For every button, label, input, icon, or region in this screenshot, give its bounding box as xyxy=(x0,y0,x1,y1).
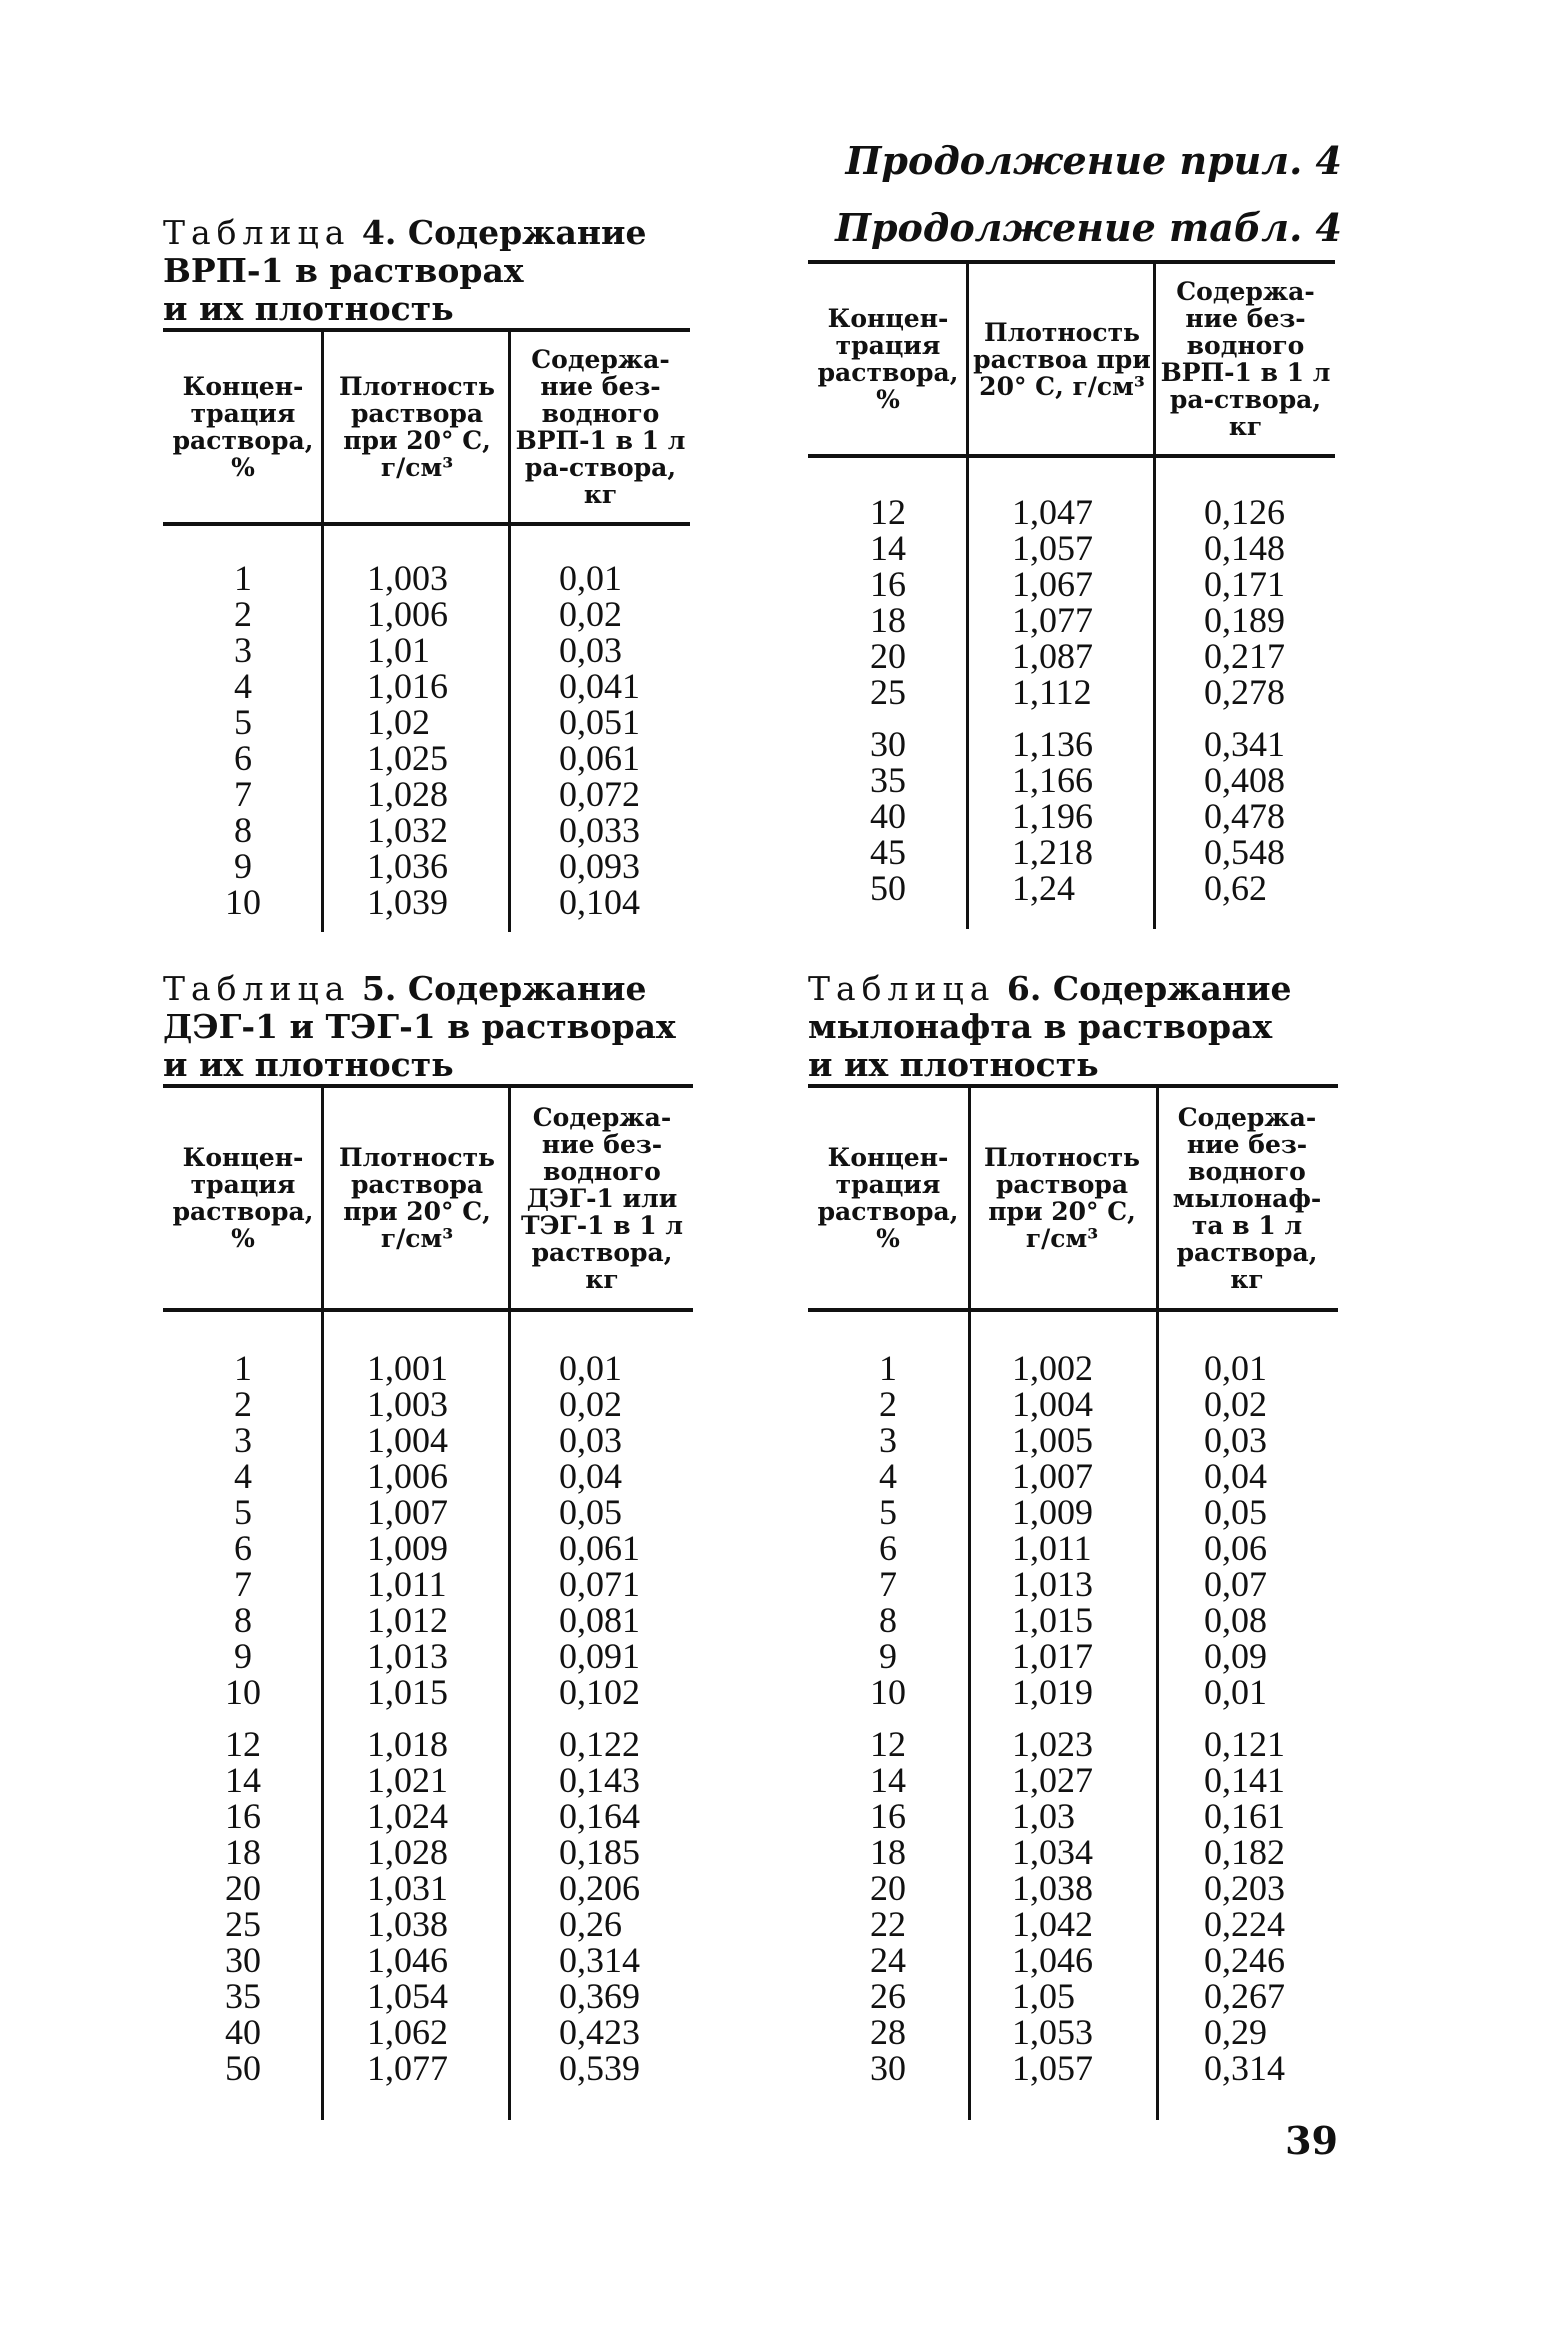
table-cell: 1,067 xyxy=(1012,564,1093,604)
table-cell: 1,001 xyxy=(367,1348,448,1388)
table-cell: 0,104 xyxy=(559,882,640,922)
table-6-caption xyxy=(808,970,1292,1084)
table-cell: 0,091 xyxy=(559,1636,640,1676)
caption-title: 5. Содержание xyxy=(350,969,647,1008)
table-cell: 50 xyxy=(870,868,906,908)
table-cell: 1,046 xyxy=(1012,1940,1093,1980)
content-column xyxy=(511,1348,690,2088)
table-cell: 1,038 xyxy=(367,1904,448,1944)
table-cell: 4 xyxy=(234,666,252,706)
table-cell: 2 xyxy=(879,1384,897,1424)
header-concentration: Концен-трация раствора, % xyxy=(817,1143,959,1253)
table-cell: 1,007 xyxy=(367,1492,448,1532)
table-cell: 0,03 xyxy=(559,1420,622,1460)
table-cell: 0,051 xyxy=(559,702,640,742)
table-cell: 1,087 xyxy=(1012,636,1093,676)
header-density: Плотность раствоа при 20° С, г/см³ xyxy=(973,317,1151,401)
table-cell: 30 xyxy=(225,1940,261,1980)
table-cell: 1,015 xyxy=(367,1672,448,1712)
table-cell: 1,013 xyxy=(1012,1564,1093,1604)
table-cell: 0,03 xyxy=(559,630,622,670)
table-body xyxy=(808,1312,1338,2088)
table-cell: 0,122 xyxy=(559,1724,640,1764)
table-body xyxy=(163,526,690,928)
table-cell: 1,05 xyxy=(1012,1976,1075,2016)
table-cell: 8 xyxy=(234,1600,252,1640)
table-cell: 12 xyxy=(870,1724,906,1764)
table-cell: 0,161 xyxy=(1204,1796,1285,1836)
table-cell: 1,053 xyxy=(1012,2012,1093,2052)
table-cell: 1,028 xyxy=(367,1832,448,1872)
table-cell: 0,341 xyxy=(1204,724,1285,764)
concentration-column xyxy=(808,494,968,944)
table-cell: 7 xyxy=(879,1564,897,1604)
table-cell: 0,01 xyxy=(559,558,622,598)
table-cell: 1 xyxy=(879,1348,897,1388)
table-cell: 1,042 xyxy=(1012,1904,1093,1944)
table-cell: 0,102 xyxy=(559,1672,640,1712)
header-concentration: Концен-трация раствора, % xyxy=(172,1143,314,1253)
concentration-column xyxy=(163,560,323,928)
caption-line: ВРП-1 в растворах xyxy=(163,251,524,290)
table-cell: 0,206 xyxy=(559,1868,640,1908)
table-cell: 0,182 xyxy=(1204,1832,1285,1872)
table-cell: 1,004 xyxy=(1012,1384,1093,1424)
table-cell: 0,093 xyxy=(559,846,640,886)
table-cell: 8 xyxy=(879,1600,897,1640)
table-cell: 16 xyxy=(225,1796,261,1836)
concentration-column xyxy=(808,1348,968,2088)
table-cell: 0,267 xyxy=(1204,1976,1285,2016)
header-density: Плотность раствора при 20° С, г/см³ xyxy=(338,372,496,482)
table-cell: 8 xyxy=(234,810,252,850)
table-6 xyxy=(808,1084,1338,2088)
table-cell: 0,06 xyxy=(1204,1528,1267,1568)
caption-line: и их плотность xyxy=(808,1045,1099,1084)
running-head: Продолжение прил. 4 xyxy=(845,138,1342,183)
table-4-caption xyxy=(163,214,647,328)
table-cell: 1,016 xyxy=(367,666,448,706)
table-cell: 1,017 xyxy=(1012,1636,1093,1676)
table-cell: 16 xyxy=(870,1796,906,1836)
table-cell: 0,05 xyxy=(559,1492,622,1532)
table-cell: 50 xyxy=(225,2048,261,2088)
table-cell: 1,015 xyxy=(1012,1600,1093,1640)
table-cell: 1,003 xyxy=(367,558,448,598)
table-cell: 0,033 xyxy=(559,810,640,850)
table-cell: 20 xyxy=(225,1868,261,1908)
table-cell: 9 xyxy=(234,846,252,886)
table-cell: 1,011 xyxy=(367,1564,447,1604)
table-cell: 20 xyxy=(870,1868,906,1908)
table-header xyxy=(808,1088,1338,1312)
table-cell: 1,027 xyxy=(1012,1760,1093,1800)
table-cell: 26 xyxy=(870,1976,906,2016)
table-cell: 0,217 xyxy=(1204,636,1285,676)
table-cell: 2 xyxy=(234,1384,252,1424)
table-cell: 0,02 xyxy=(1204,1384,1267,1424)
caption-title: 6. Содержание xyxy=(995,969,1292,1008)
table-cell: 5 xyxy=(234,702,252,742)
table-cell: 0,121 xyxy=(1204,1724,1285,1764)
table-cell: 0,081 xyxy=(559,1600,640,1640)
table-cell: 25 xyxy=(225,1904,261,1944)
table-cell: 0,141 xyxy=(1204,1760,1285,1800)
table-cell: 10 xyxy=(870,1672,906,1712)
table-body xyxy=(808,458,1335,944)
page-number: 39 xyxy=(1285,2118,1338,2163)
table-cell: 0,26 xyxy=(559,1904,622,1944)
table-cell: 1,039 xyxy=(367,882,448,922)
table-cell: 0,03 xyxy=(1204,1420,1267,1460)
table-cell: 1,003 xyxy=(367,1384,448,1424)
table-cell: 1,011 xyxy=(1012,1528,1092,1568)
caption-word: Таблица xyxy=(163,969,351,1008)
table-cell: 0,278 xyxy=(1204,672,1285,712)
table-cell: 12 xyxy=(225,1724,261,1764)
table-cell: 1,005 xyxy=(1012,1420,1093,1460)
table-cell: 0,314 xyxy=(1204,2048,1285,2088)
table-cell: 14 xyxy=(870,528,906,568)
caption-line: и их плотность xyxy=(163,289,454,328)
table-cell: 0,148 xyxy=(1204,528,1285,568)
table-cell: 1,009 xyxy=(1012,1492,1093,1532)
table-4-continuation xyxy=(808,260,1335,944)
table-cell: 0,224 xyxy=(1204,1904,1285,1944)
table-cell: 3 xyxy=(234,1420,252,1460)
table-cell: 0,189 xyxy=(1204,600,1285,640)
table-cell: 1,024 xyxy=(367,1796,448,1836)
table-cell: 10 xyxy=(225,882,261,922)
table-cell: 1,032 xyxy=(367,810,448,850)
table-cell: 1,03 xyxy=(1012,1796,1075,1836)
table-cell: 0,203 xyxy=(1204,1868,1285,1908)
density-column xyxy=(323,1348,511,2088)
table-cell: 1,077 xyxy=(1012,600,1093,640)
table-cell: 1,036 xyxy=(367,846,448,886)
table-cell: 0,07 xyxy=(1204,1564,1267,1604)
table-cell: 0,314 xyxy=(559,1940,640,1980)
table-cell: 1,01 xyxy=(367,630,430,670)
table-cell: 1,009 xyxy=(367,1528,448,1568)
table-cell: 16 xyxy=(870,564,906,604)
density-column xyxy=(968,1348,1156,2088)
table-cell: 7 xyxy=(234,774,252,814)
table-cell: 18 xyxy=(870,1832,906,1872)
table-cell: 0,071 xyxy=(559,1564,640,1604)
table-cell: 0,185 xyxy=(559,1832,640,1872)
table-cell: 18 xyxy=(225,1832,261,1872)
table-cell: 1,031 xyxy=(367,1868,448,1908)
header-content: Содержа-ние без-водного ВРП-1 в 1 л ра-створа, кг xyxy=(1160,277,1331,441)
table-cell: 1,02 xyxy=(367,702,430,742)
table-cell: 0,041 xyxy=(559,666,640,706)
table-cell: 0,09 xyxy=(1204,1636,1267,1676)
table-cell: 0,04 xyxy=(559,1456,622,1496)
density-column xyxy=(968,494,1156,944)
table-cell: 40 xyxy=(870,796,906,836)
table-cell: 3 xyxy=(234,630,252,670)
table-cell: 0,164 xyxy=(559,1796,640,1836)
table-cell: 4 xyxy=(234,1456,252,1496)
caption-word: Таблица xyxy=(163,213,351,252)
table-cell: 6 xyxy=(879,1528,897,1568)
table-cell: 1,112 xyxy=(1012,672,1092,712)
table-cell: 1,24 xyxy=(1012,868,1075,908)
caption-title: 4. Содержание xyxy=(350,213,647,252)
table-cell: 30 xyxy=(870,2048,906,2088)
table-cell: 1,006 xyxy=(367,594,448,634)
table-cell: 1,034 xyxy=(1012,1832,1093,1872)
table-cell: 14 xyxy=(870,1760,906,1800)
table-cell: 1,013 xyxy=(367,1636,448,1676)
table-cell: 0,548 xyxy=(1204,832,1285,872)
table-cell: 1,025 xyxy=(367,738,448,778)
table-cell: 6 xyxy=(234,738,252,778)
table-cell: 10 xyxy=(225,1672,261,1712)
table-cell: 0,126 xyxy=(1204,492,1285,532)
table-cell: 1,057 xyxy=(1012,2048,1093,2088)
table-header xyxy=(163,332,690,526)
header-density: Плотность раствора при 20° С, г/см³ xyxy=(983,1143,1141,1253)
table-cell: 7 xyxy=(234,1564,252,1604)
table-cell: 3 xyxy=(879,1420,897,1460)
table-cell: 0,01 xyxy=(1204,1348,1267,1388)
table-cell: 1,046 xyxy=(367,1940,448,1980)
table-cell: 1,028 xyxy=(367,774,448,814)
table-cell: 0,171 xyxy=(1204,564,1285,604)
table-cell: 25 xyxy=(870,672,906,712)
table-cell: 20 xyxy=(870,636,906,676)
content-column xyxy=(511,560,690,928)
table-cell: 1,018 xyxy=(367,1724,448,1764)
header-concentration: Концен-трация раствора, % xyxy=(817,304,959,414)
header-density: Плотность раствора при 20° С, г/см³ xyxy=(338,1143,496,1253)
continued-label: Продолжение табл. 4 xyxy=(835,205,1342,250)
table-cell: 1,057 xyxy=(1012,528,1093,568)
table-cell: 9 xyxy=(879,1636,897,1676)
table-cell: 18 xyxy=(870,600,906,640)
content-column xyxy=(1156,494,1335,944)
table-cell: 40 xyxy=(225,2012,261,2052)
caption-line: ДЭГ-1 и ТЭГ-1 в растворах xyxy=(163,1007,676,1046)
table-cell: 24 xyxy=(870,1940,906,1980)
table-cell: 1 xyxy=(234,1348,252,1388)
table-cell: 35 xyxy=(870,760,906,800)
table-cell: 35 xyxy=(225,1976,261,2016)
density-column xyxy=(323,560,511,928)
table-cell: 1,002 xyxy=(1012,1348,1093,1388)
table-cell: 1,012 xyxy=(367,1600,448,1640)
table-cell: 1,004 xyxy=(367,1420,448,1460)
table-cell: 1,077 xyxy=(367,2048,448,2088)
table-cell: 0,02 xyxy=(559,1384,622,1424)
header-content: Содержа-ние без-водного ВРП-1 в 1 л ра-створа, кг xyxy=(515,345,686,509)
table-cell: 1 xyxy=(234,558,252,598)
table-cell: 1,218 xyxy=(1012,832,1093,872)
table-cell: 1,136 xyxy=(1012,724,1093,764)
table-cell: 1,062 xyxy=(367,2012,448,2052)
table-cell: 0,423 xyxy=(559,2012,640,2052)
table-cell: 0,369 xyxy=(559,1976,640,2016)
caption-line: мылонафта в растворах xyxy=(808,1007,1273,1046)
caption-line: и их плотность xyxy=(163,1045,454,1084)
table-cell: 0,62 xyxy=(1204,868,1267,908)
table-cell: 1,166 xyxy=(1012,760,1093,800)
table-cell: 0,061 xyxy=(559,1528,640,1568)
table-cell: 1,054 xyxy=(367,1976,448,2016)
header-concentration: Концен-трация раствора, % xyxy=(172,372,314,482)
table-body xyxy=(163,1312,693,2088)
table-cell: 0,01 xyxy=(1204,1672,1267,1712)
table-cell: 0,072 xyxy=(559,774,640,814)
table-cell: 0,143 xyxy=(559,1760,640,1800)
table-cell: 6 xyxy=(234,1528,252,1568)
table-cell: 1,023 xyxy=(1012,1724,1093,1764)
table-cell: 45 xyxy=(870,832,906,872)
table-cell: 5 xyxy=(879,1492,897,1532)
header-content: Содержа-ние без-водного мылонаф-та в 1 л раствора, кг xyxy=(1172,1102,1322,1294)
table-cell: 0,061 xyxy=(559,738,640,778)
table-cell: 22 xyxy=(870,1904,906,1944)
concentration-column xyxy=(163,1348,323,2088)
table-5 xyxy=(163,1084,693,2088)
table-cell: 0,246 xyxy=(1204,1940,1285,1980)
table-cell: 9 xyxy=(234,1636,252,1676)
table-cell: 0,408 xyxy=(1204,760,1285,800)
table-cell: 1,196 xyxy=(1012,796,1093,836)
table-cell: 1,021 xyxy=(367,1760,448,1800)
table-cell: 1,047 xyxy=(1012,492,1093,532)
table-cell: 2 xyxy=(234,594,252,634)
content-column xyxy=(1156,1348,1335,2088)
table-cell: 0,01 xyxy=(559,1348,622,1388)
table-cell: 5 xyxy=(234,1492,252,1532)
table-cell: 1,007 xyxy=(1012,1456,1093,1496)
table-5-caption xyxy=(163,970,676,1084)
table-cell: 28 xyxy=(870,2012,906,2052)
table-cell: 0,04 xyxy=(1204,1456,1267,1496)
table-header xyxy=(163,1088,693,1312)
table-cell: 14 xyxy=(225,1760,261,1800)
table-cell: 1,006 xyxy=(367,1456,448,1496)
table-cell: 0,29 xyxy=(1204,2012,1267,2052)
table-cell: 30 xyxy=(870,724,906,764)
table-cell: 4 xyxy=(879,1456,897,1496)
table-4 xyxy=(163,328,690,928)
table-header xyxy=(808,264,1335,458)
table-cell: 0,05 xyxy=(1204,1492,1267,1532)
caption-word: Таблица xyxy=(808,969,996,1008)
table-cell: 0,02 xyxy=(559,594,622,634)
table-cell: 0,08 xyxy=(1204,1600,1267,1640)
table-cell: 1,019 xyxy=(1012,1672,1093,1712)
table-cell: 12 xyxy=(870,492,906,532)
header-content: Содержа-ние без-водного ДЭГ-1 или ТЭГ-1 в 1 л раствора, кг xyxy=(520,1102,684,1294)
table-cell: 0,478 xyxy=(1204,796,1285,836)
table-cell: 1,038 xyxy=(1012,1868,1093,1908)
table-cell: 0,539 xyxy=(559,2048,640,2088)
